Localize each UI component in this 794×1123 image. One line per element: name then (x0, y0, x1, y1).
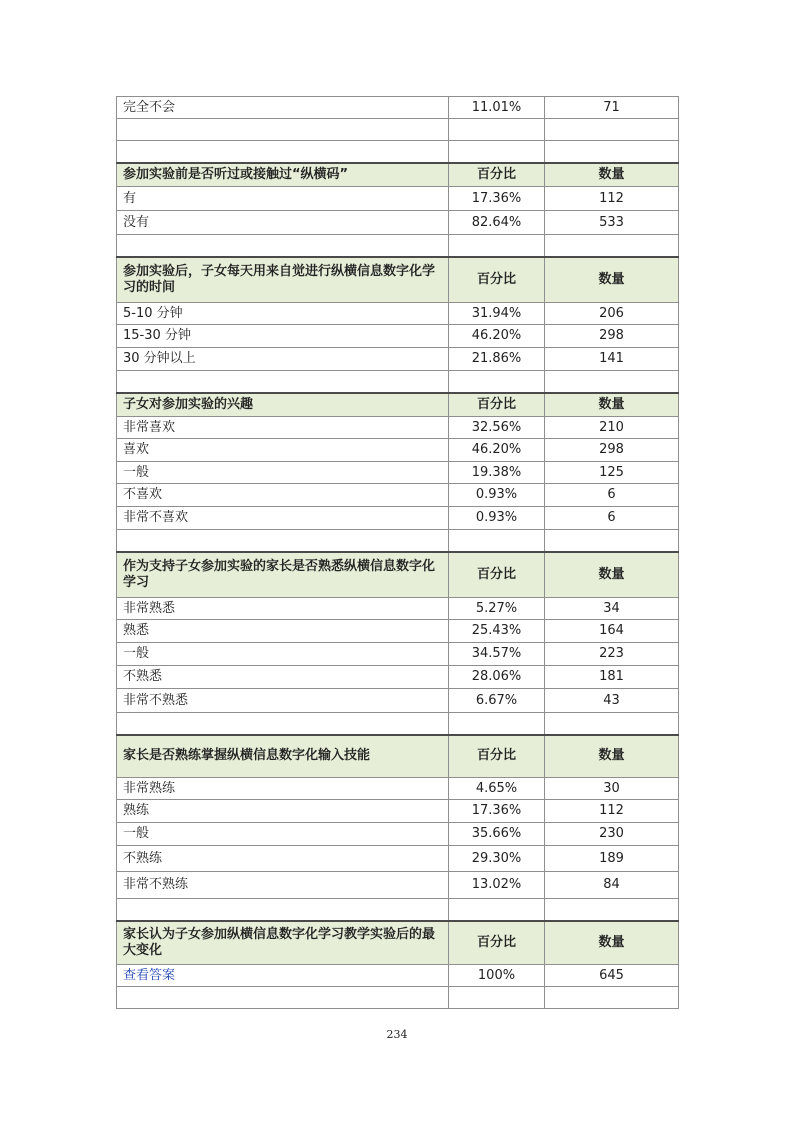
spacer-row (117, 530, 679, 552)
percentage-cell: 21.86% (449, 348, 545, 371)
table-row (117, 348, 679, 371)
count-cell: 645 (545, 965, 679, 987)
table-row (117, 187, 679, 211)
percentage-cell: 25.43% (449, 620, 545, 643)
section-header-row (117, 163, 679, 187)
count-cell: 30 (545, 778, 679, 800)
count-cell: 164 (545, 620, 679, 643)
table-row (117, 484, 679, 507)
option-label: 非常熟悉 (117, 598, 449, 620)
section-title: 参加实验前是否听过或接触过“纵横码” (117, 163, 449, 187)
option-label: 没有 (117, 211, 449, 235)
count-cell: 112 (545, 800, 679, 823)
count-cell: 6 (545, 507, 679, 530)
count-header: 数量 (545, 257, 679, 303)
count-cell: 84 (545, 872, 679, 899)
percentage-cell: 34.57% (449, 643, 545, 666)
table-row (117, 417, 679, 439)
table-row (117, 800, 679, 823)
section-title: 家长认为子女参加纵横信息数字化学习教学实验后的最大变化 (117, 921, 449, 965)
count-header: 数量 (545, 163, 679, 187)
percentage-cell: 28.06% (449, 666, 545, 689)
count-cell: 112 (545, 187, 679, 211)
option-label: 15-30 分钟 (117, 325, 449, 348)
option-label-cell (117, 965, 449, 987)
option-label: 喜欢 (117, 439, 449, 462)
option-label: 熟悉 (117, 620, 449, 643)
option-label: 一般 (117, 643, 449, 666)
table-row (117, 689, 679, 713)
count-cell: 34 (545, 598, 679, 620)
percentage-cell: 82.64% (449, 211, 545, 235)
percentage-cell: 46.20% (449, 325, 545, 348)
option-label: 熟练 (117, 800, 449, 823)
percentage-header: 百分比 (449, 393, 545, 417)
section-header-row (117, 921, 679, 965)
count-cell: 298 (545, 439, 679, 462)
table-row (117, 666, 679, 689)
option-label: 完全不会 (117, 97, 449, 119)
section-title: 参加实验后，子女每天用来自觉进行纵横信息数字化学习的时间 (117, 257, 449, 303)
count-cell: 223 (545, 643, 679, 666)
count-cell: 533 (545, 211, 679, 235)
spacer-row (117, 119, 679, 141)
table-row (117, 823, 679, 846)
survey-results-table (116, 96, 679, 1009)
view-answers-link[interactable]: 查看答案 (123, 967, 176, 983)
count-cell: 210 (545, 417, 679, 439)
percentage-header: 百分比 (449, 163, 545, 187)
percentage-cell: 0.93% (449, 507, 545, 530)
option-label: 非常不喜欢 (117, 507, 449, 530)
percentage-cell: 5.27% (449, 598, 545, 620)
spacer-row (117, 987, 679, 1009)
percentage-cell: 17.36% (449, 187, 545, 211)
percentage-cell: 32.56% (449, 417, 545, 439)
spacer-row (117, 899, 679, 921)
option-label: 不喜欢 (117, 484, 449, 507)
table-row (117, 303, 679, 325)
table-row (117, 643, 679, 666)
spacer-row (117, 141, 679, 163)
count-cell: 71 (545, 97, 679, 119)
percentage-cell: 46.20% (449, 439, 545, 462)
percentage-cell: 4.65% (449, 778, 545, 800)
count-header: 数量 (545, 552, 679, 598)
count-cell: 181 (545, 666, 679, 689)
table-row (117, 846, 679, 872)
table-row (117, 97, 679, 119)
count-cell: 43 (545, 689, 679, 713)
option-label: 非常不熟练 (117, 872, 449, 899)
spacer-row (117, 235, 679, 257)
table-row (117, 620, 679, 643)
table-row (117, 439, 679, 462)
option-label: 不熟悉 (117, 666, 449, 689)
count-cell: 125 (545, 462, 679, 484)
count-cell: 6 (545, 484, 679, 507)
table-row (117, 598, 679, 620)
page-number: 234 (386, 1028, 408, 1041)
table-row (117, 325, 679, 348)
table-row (117, 462, 679, 484)
section-header-row (117, 393, 679, 417)
percentage-header: 百分比 (449, 257, 545, 303)
count-header: 数量 (545, 735, 679, 778)
percentage-cell: 100% (449, 965, 545, 987)
percentage-header: 百分比 (449, 735, 545, 778)
option-label: 非常熟练 (117, 778, 449, 800)
percentage-cell: 0.93% (449, 484, 545, 507)
count-cell: 189 (545, 846, 679, 872)
section-title: 家长是否熟练掌握纵横信息数字化输入技能 (117, 735, 449, 778)
option-label: 有 (117, 187, 449, 211)
section-title: 子女对参加实验的兴趣 (117, 393, 449, 417)
option-label: 非常不熟悉 (117, 689, 449, 713)
option-label: 30 分钟以上 (117, 348, 449, 371)
table-row (117, 965, 679, 987)
spacer-row (117, 713, 679, 735)
option-label: 5-10 分钟 (117, 303, 449, 325)
spacer-row (117, 371, 679, 393)
option-label: 不熟练 (117, 846, 449, 872)
table-row (117, 778, 679, 800)
table-row (117, 507, 679, 530)
table-row (117, 872, 679, 899)
count-cell: 141 (545, 348, 679, 371)
percentage-cell: 6.67% (449, 689, 545, 713)
section-header-row (117, 735, 679, 778)
percentage-cell: 29.30% (449, 846, 545, 872)
section-header-row (117, 552, 679, 598)
count-cell: 230 (545, 823, 679, 846)
count-cell: 206 (545, 303, 679, 325)
percentage-cell: 13.02% (449, 872, 545, 899)
option-label: 非常喜欢 (117, 417, 449, 439)
percentage-cell: 17.36% (449, 800, 545, 823)
option-label: 一般 (117, 462, 449, 484)
count-cell: 298 (545, 325, 679, 348)
percentage-cell: 35.66% (449, 823, 545, 846)
section-header-row (117, 257, 679, 303)
percentage-cell: 11.01% (449, 97, 545, 119)
percentage-header: 百分比 (449, 921, 545, 965)
count-header: 数量 (545, 921, 679, 965)
percentage-cell: 19.38% (449, 462, 545, 484)
percentage-cell: 31.94% (449, 303, 545, 325)
percentage-header: 百分比 (449, 552, 545, 598)
section-title: 作为支持子女参加实验的家长是否熟悉纵横信息数字化学习 (117, 552, 449, 598)
table-row (117, 211, 679, 235)
option-label: 一般 (117, 823, 449, 846)
count-header: 数量 (545, 393, 679, 417)
